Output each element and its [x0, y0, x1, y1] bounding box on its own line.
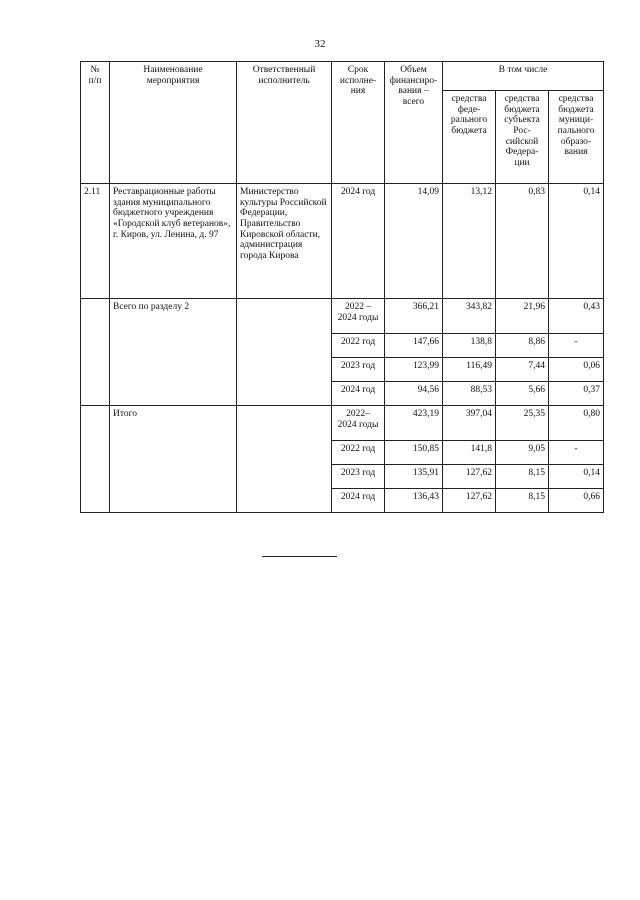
table-row-grand-total [81, 406, 604, 441]
item-volume: 14,09 [385, 184, 443, 299]
table-header-row [81, 62, 604, 91]
header-responsible: Ответственный исполнитель [237, 62, 332, 184]
total-2024-volume: 136,43 [385, 489, 443, 513]
item-responsible: Министерство культуры Российской Федерации, Правительство Кировской области, администрация города Кирова [237, 184, 332, 299]
section-2022-municipal: - [549, 334, 604, 358]
section-total-municipal: 0,43 [549, 299, 604, 334]
header-term: Срок исполне- ния [332, 62, 385, 184]
section-total-num-cell [81, 299, 110, 406]
grand-total-label: Итого [110, 406, 237, 513]
section-2024-subject: 5,66 [496, 382, 549, 406]
financing-table [80, 61, 604, 513]
section-2023-federal: 116,49 [443, 358, 496, 382]
grand-total-volume: 423,19 [385, 406, 443, 441]
total-2022-term: 2022 год [332, 441, 385, 465]
total-2024-municipal: 0,66 [549, 489, 604, 513]
section-total-federal: 343,82 [443, 299, 496, 334]
table-row-item [81, 184, 604, 299]
grand-total-responsible-cell [237, 406, 332, 513]
section-2024-federal: 88,53 [443, 382, 496, 406]
item-num: 2.11 [81, 184, 110, 299]
total-2022-federal: 141,8 [443, 441, 496, 465]
total-2022-subject: 9,05 [496, 441, 549, 465]
item-name: Реставрационные работы здания муниципального бюджетного учреждения «Городской клуб ветеранов», г. Киров, ул. Ленина, д. 97 [110, 184, 237, 299]
section-total-label: Всего по разделу 2 [110, 299, 237, 406]
total-2023-volume: 135,91 [385, 465, 443, 489]
total-2022-municipal: - [549, 441, 604, 465]
header-including: В том числе [443, 62, 604, 91]
header-municipal: средства бюджета муници- пального образо- вания [549, 91, 604, 184]
section-total-volume: 366,21 [385, 299, 443, 334]
section-2022-subject: 8,86 [496, 334, 549, 358]
section-2022-term: 2022 год [332, 334, 385, 358]
grand-total-municipal: 0,80 [549, 406, 604, 441]
header-subject: средства бюджета субъекта Рос- сийской Федера- ции [496, 91, 549, 184]
section-2024-term: 2024 год [332, 382, 385, 406]
total-2023-federal: 127,62 [443, 465, 496, 489]
section-2023-volume: 123,99 [385, 358, 443, 382]
item-municipal: 0,14 [549, 184, 604, 299]
page-number: 32 [314, 38, 326, 50]
total-2022-volume: 150,85 [385, 441, 443, 465]
section-2024-volume: 94,56 [385, 382, 443, 406]
table-row-section-total [81, 299, 604, 334]
item-term: 2024 год [332, 184, 385, 299]
total-2024-term: 2024 год [332, 489, 385, 513]
section-2022-federal: 138,8 [443, 334, 496, 358]
section-2023-term: 2023 год [332, 358, 385, 382]
section-2023-subject: 7,44 [496, 358, 549, 382]
total-2023-municipal: 0,14 [549, 465, 604, 489]
section-total-responsible-cell [237, 299, 332, 406]
section-2023-municipal: 0,06 [549, 358, 604, 382]
end-divider-line [262, 556, 337, 557]
header-volume: Объем финансиро- вания – всего [385, 62, 443, 184]
header-federal: средства феде- рального бюджета [443, 91, 496, 184]
item-subject: 0,83 [496, 184, 549, 299]
total-2023-subject: 8,15 [496, 465, 549, 489]
section-total-subject: 21,96 [496, 299, 549, 334]
total-2024-subject: 8,15 [496, 489, 549, 513]
section-total-term: 2022 – 2024 годы [332, 299, 385, 334]
total-2024-federal: 127,62 [443, 489, 496, 513]
section-2024-municipal: 0,37 [549, 382, 604, 406]
grand-total-federal: 397,04 [443, 406, 496, 441]
grand-total-subject: 25,35 [496, 406, 549, 441]
grand-total-num-cell [81, 406, 110, 513]
item-federal: 13,12 [443, 184, 496, 299]
total-2023-term: 2023 год [332, 465, 385, 489]
grand-total-term: 2022– 2024 годы [332, 406, 385, 441]
header-num: № п/п [81, 62, 110, 184]
header-name: Наименование мероприятия [110, 62, 237, 184]
section-2022-volume: 147,66 [385, 334, 443, 358]
